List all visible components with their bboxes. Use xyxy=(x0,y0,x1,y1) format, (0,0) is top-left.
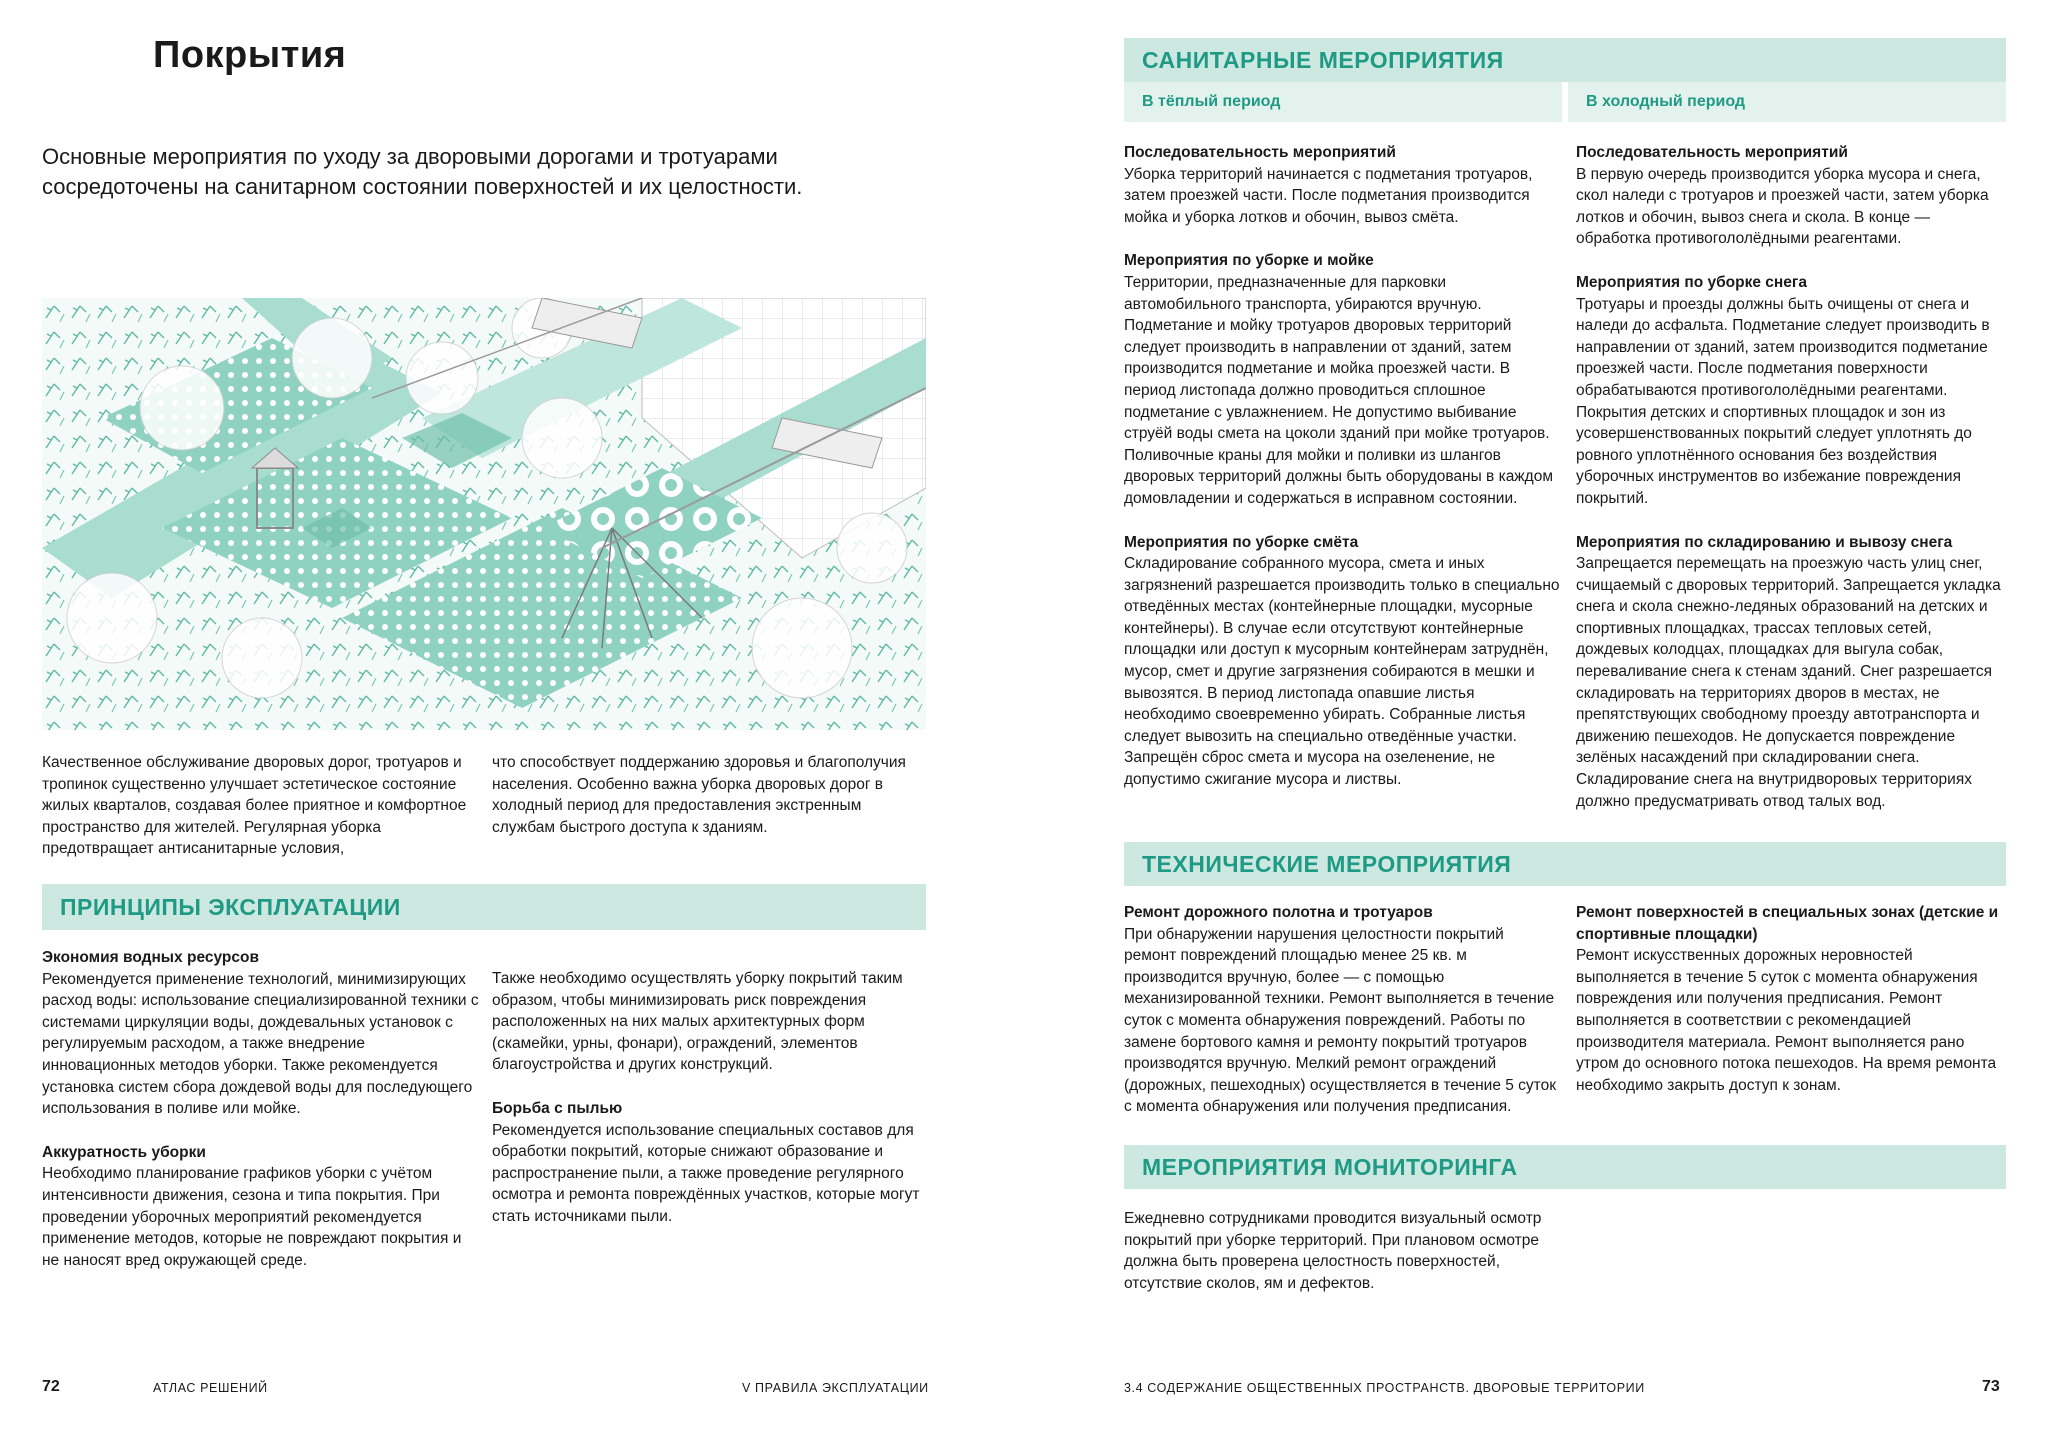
technical-col-2 xyxy=(1576,902,2006,1096)
cold-snow-title: Мероприятия по уборке снега xyxy=(1576,273,1807,291)
care-text: Необходимо планирование графиков уборки с учётом интенсивности движения, сезона и типа покрытия. При проведении уборочных мероприятий рекомендуется применение методов, которые не повреждают покрытия и не наносят вред окружающей среде. xyxy=(42,1165,462,1269)
warm-sweep-text: Складирование собранного мусора, смета и иных загрязнений разрешается производить только в специально отведённых местах (контейнерные площадки, мусорные контейнеры). В случае если отсутствуют контейнерные площадки или доступ к мусорным контейнерам затруднён, мусор, смет и другие загрязнения собираются в мешки и вывозятся. В период листопада опавшие листья необходимо своевременно убирать. Собранные листья следует вывозить на специально отведённые участки. Запрещён сброс смета и мусора на озеленение, не допустимо сжигание мусора и листвы. xyxy=(1124,555,1560,789)
intro-text-2: что способствует поддержанию здоровья и благополучия населения. Особенно важна уборка дворовых дорог в холодный период для предоставления экстренным службам быстрого доступа к зданиям. xyxy=(492,754,906,836)
warm-wash-text: Территории, предназначенные для парковки автомобильного транспорта, убираются вручную. Подметание и мойку тротуаров дворовых территорий следует производить в направлении от зданий, затем производится подметание и мойка проезжей части. В период листопада должно проводиться сплошное подметание с увлажнением. Не допустимо выбивание струёй воды смета на цоколи зданий при мойке тротуаров. Поливочные краны для мойки и поливки из шлангов дворовых территорий должны быть оборудованы в каждом домовладении и содержаться в исправном состоянии. xyxy=(1124,273,1553,507)
warm-seq-title: Последовательность мероприятий xyxy=(1124,144,1396,161)
page-number-left: 72 xyxy=(42,1378,60,1395)
dust-text: Рекомендуется использование специальных составов для обработки покрытий, которые снижают образование и распространение пыли, а также проведение регулярного осмотра и ремонта повреждённых участков, которые могут стать источниками пыли. xyxy=(492,1121,920,1225)
principles-col-1 xyxy=(42,947,482,1271)
cold-storage-title: Мероприятия по складированию и вывозу снега xyxy=(1576,533,1953,551)
footer-section: 3.4 СОДЕРЖАНИЕ ОБЩЕСТВЕННЫХ ПРОСТРАНСТВ. ДВОРОВЫЕ ТЕРРИТОРИИ xyxy=(1124,1381,1645,1395)
monitoring-heading: МЕРОПРИЯТИЯ МОНИТОРИНГА xyxy=(1142,1153,1518,1180)
warm-seq-text: Уборка территорий начинается с подметания тротуаров, затем проезжей части. После подметания производится мойка и уборка лотков и обочин, вывоз смёта. xyxy=(1124,165,1533,226)
warm-period-label: В тёплый период xyxy=(1124,82,1562,122)
road-repair-text: При обнаружении нарушения целостности покрытий ремонт повреждений площадью менее 25 кв. м производится вручную, более — с помощью механизированной техники. Ремонт выполняется в течение суток с момента обнаружения повреждений. Работы по замене бортового камня и ремонту покрытий тротуаров производятся вручную. Мелкий ремонт ограждений (дорожных, пешеходных) осуществляется в течение 5 суток с момента обнаружения или получения предписания. xyxy=(1124,925,1557,1116)
warm-sweep-title: Мероприятия по уборке смёта xyxy=(1124,533,1359,551)
sanitary-band xyxy=(1124,38,2006,82)
care-title: Аккуратность уборки xyxy=(42,1143,206,1161)
principles-heading: ПРИНЦИПЫ ЭКСПЛУАТАЦИИ xyxy=(60,893,401,920)
sanitary-heading: САНИТАРНЫЕ МЕРОПРИЯТИЯ xyxy=(1142,46,1504,73)
cold-period-label: В холодный период xyxy=(1568,82,2006,122)
special-repair-text: Ремонт искусственных дорожных неровностей выполняется в течение 5 суток с момента обнаружения повреждения или получения предписания. Ремонт выполняется в соответствии с рекомендацией производителя материала. Ремонт выполняется рано утром до основного потока пешеходов. На время ремонта необходимо закрыть доступ к зонам. xyxy=(1576,947,1997,1094)
cold-storage-text: Запрещается перемещать на проезжую часть улиц снег, счищаемый с дворовых территорий. Запрещается укладка снега и скола снежно-ледяных образований на детских и спортивных площадках, трассах тепловых сетей, дождевых колодцах, площадках для выгула собак, переваливание снега к стенам зданий. Снег разрешается складировать на территориях дворов в местах, не препятствующих свободному проезду автотранспорта и движению пешеходов. Не допускается повреждение зелёных насаждений при складировании снега. Складирование снега на внутридворовых территориях должно предусматривать отвод талых вод. xyxy=(1576,555,2001,810)
lead-paragraph: Основные мероприятия по уходу за дворовыми дорогами и тротуарами сосредоточены на санитарном состоянии поверхностей и их целостности. xyxy=(42,144,803,199)
monitoring-band xyxy=(1124,1145,2006,1189)
monitoring-col xyxy=(1124,1208,1560,1294)
maf-text: Также необходимо осуществлять уборку покрытий таким образом, чтобы минимизировать риск повреждения расположенных на них малых архитектурных форм (скамейки, урны, фонари), ограждений, элементов благоустройства и других конструкций. xyxy=(492,970,903,1074)
technical-band xyxy=(1124,842,2006,886)
dust-title: Борьба с пылью xyxy=(492,1099,623,1117)
warm-wash-title: Мероприятия по уборке и мойке xyxy=(1124,252,1374,270)
water-title: Экономия водных ресурсов xyxy=(42,949,259,966)
intro-col-2 xyxy=(492,752,926,838)
cold-col xyxy=(1576,142,2006,812)
footer-book-title: АТЛАС РЕШЕНИЙ xyxy=(153,1381,268,1395)
principles-band xyxy=(42,884,926,930)
page-number-right: 73 xyxy=(1982,1378,2000,1395)
courtyard-illustration xyxy=(42,298,926,730)
road-repair-title: Ремонт дорожного полотна и тротуаров xyxy=(1124,904,1433,921)
cold-seq-title: Последовательность мероприятий xyxy=(1576,144,1848,161)
footer-chapter: V ПРАВИЛА ЭКСПЛУАТАЦИИ xyxy=(742,1381,929,1395)
intro-text-1: Качественное обслуживание дворовых дорог, тротуаров и тропинок существенно улучшает эстетическое состояние жилых кварталов, создавая более приятное и комфортное пространство для жителей. Регулярная уборка предотвращает антисанитарные условия, xyxy=(42,754,467,858)
water-text: Рекомендуется применение технологий, минимизирующих расход воды: использование специализированной техники с системами циркуляции воды, дождевальных установок с регулируемым расходом, а также внедрение инновационных методов уборки. Также рекомендуется установка систем сбора дождевой воды для последующего использования в поливе или мойке. xyxy=(42,970,479,1118)
cold-snow-text: Тротуары и проезды должны быть очищены от снега и наледи до асфальта. Подметание следует производить в направлении от зданий, затем производится подметание проезжей части. После подметания поверхности обрабатываются противогололёдными реагентами. Покрытия детских и спортивных площадок и зон из усовершенствованных покрытий следует уплотнять до ровного уплотнённого основания без воздействия уборочных инструментов во избежание повреждения покрытий. xyxy=(1576,295,1990,507)
monitoring-text: Ежедневно сотрудниками проводится визуальный осмотр покрытий при уборке территорий. При плановом осмотре должна быть проверена целостность поверхностей, отсутствие сколов, ям и дефектов. xyxy=(1124,1210,1542,1292)
intro-col-1 xyxy=(42,752,482,860)
principles-col-2 xyxy=(492,968,926,1228)
warm-col xyxy=(1124,142,1560,791)
technical-heading: ТЕХНИЧЕСКИЕ МЕРОПРИЯТИЯ xyxy=(1142,850,1512,877)
technical-col-1 xyxy=(1124,902,1560,1118)
page-title: Покрытия xyxy=(153,34,347,76)
cold-seq-text: В первую очередь производится уборка мусора и снега, скол наледи с тротуаров и проезжей части, затем уборка лотков и обочин, вывоз снега и скола. В конце — обработка противогололёдными реагентами. xyxy=(1576,165,1989,248)
special-repair-title: Ремонт поверхностей в специальных зонах (детские и спортивные площадки) xyxy=(1576,904,1999,943)
right-page xyxy=(1024,0,2048,1434)
